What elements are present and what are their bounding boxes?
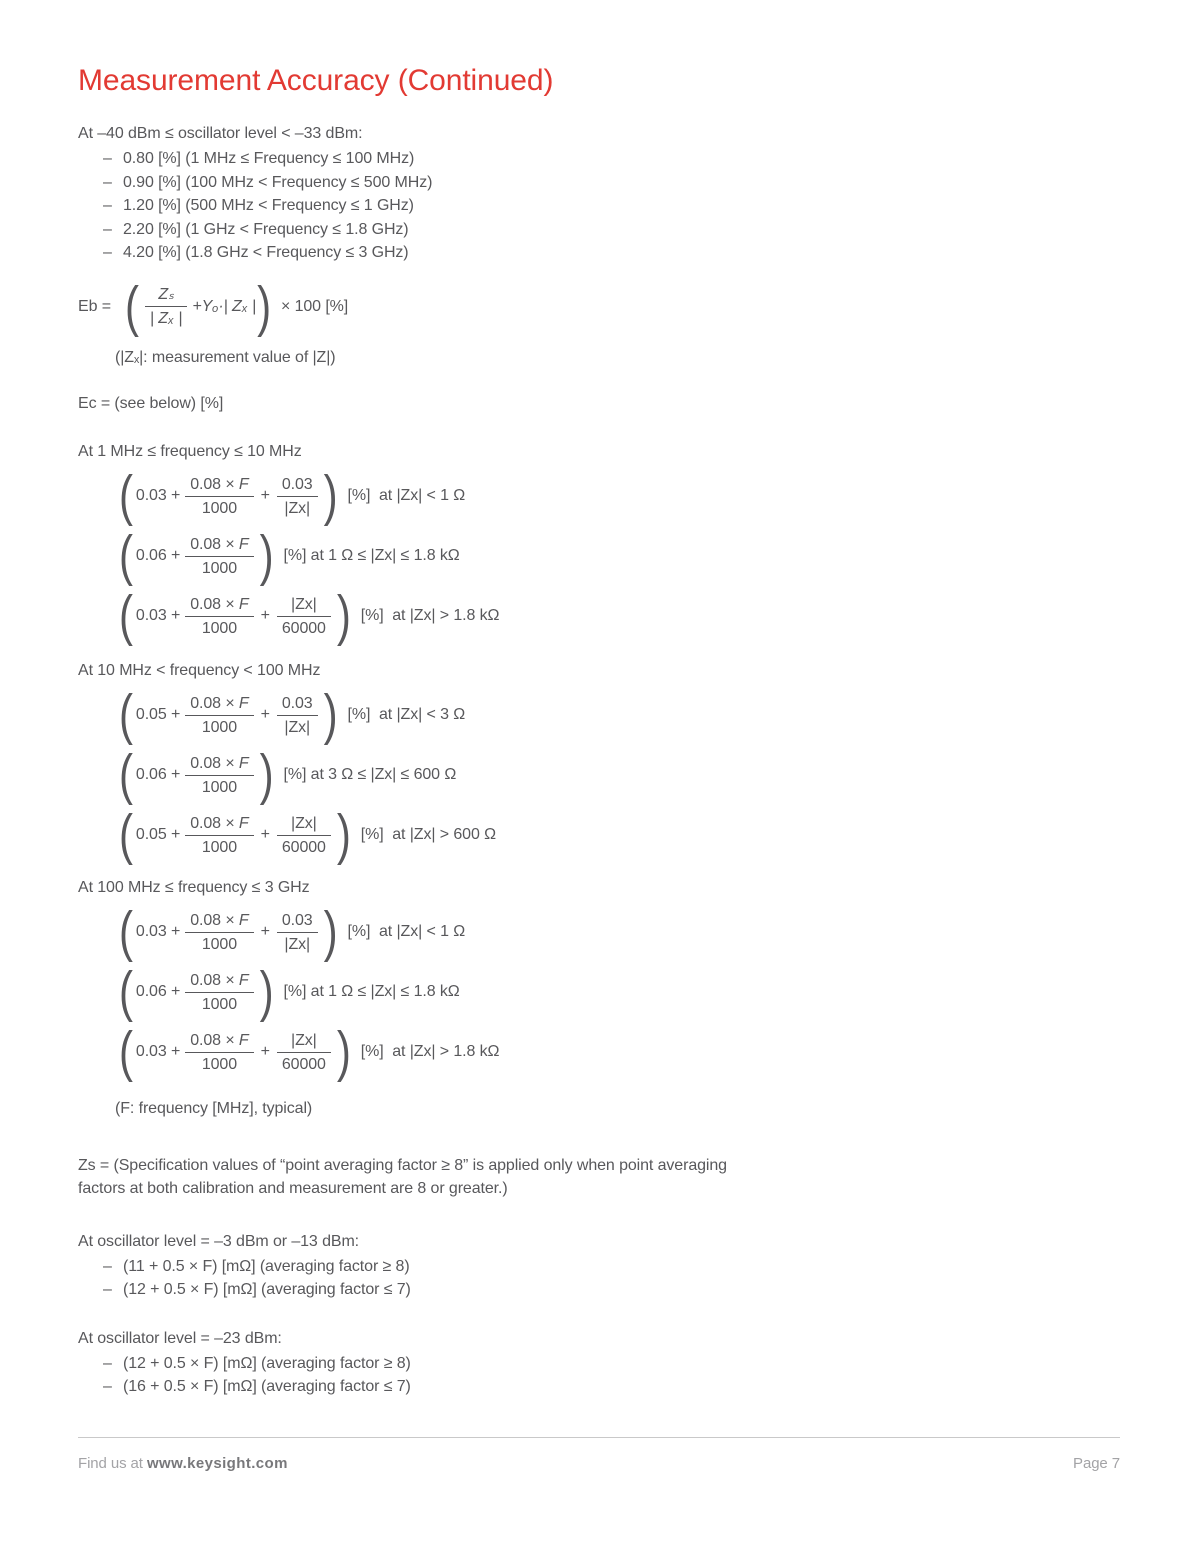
formula-label: Eb = [78,297,111,315]
page-footer [78,1437,1120,1472]
formula-row [118,900,1121,963]
fraction-denominator: 1000 [201,935,238,953]
close-paren: ) [336,803,351,866]
fraction-denominator: 1000 [201,499,238,517]
formula-condition: [%] at |Zx| > 1.8 kΩ [360,1043,500,1060]
formula-row [118,1020,1121,1083]
plus-sign: + [260,923,270,940]
list-item [103,171,1121,195]
fraction-numerator: |Zx| [277,595,331,617]
fraction-numerator: 0.08 × F [185,535,253,557]
osc1-bullet-list [103,1255,1121,1302]
list-item-text: (12 + 0.5 × F) [mΩ] (averaging factor ≥ 8) [123,1354,411,1372]
formula-row [118,464,1121,527]
fraction [277,1031,331,1074]
fraction-denominator: 60000 [281,1055,326,1073]
plus-sign: + [260,607,270,624]
oscillator-level-heading: At oscillator level = –23 dBm: [78,1329,282,1347]
formula-row [118,683,1121,746]
fraction-numerator: 0.08 × F [185,911,253,933]
open-paren: ( [119,960,133,1023]
bullet-dash: – [103,220,112,238]
fraction [185,971,253,1014]
footer-left [78,1455,288,1472]
close-paren: ) [259,960,274,1023]
oscillator-level-heading: At oscillator level = –3 dBm or –13 dBm: [78,1232,360,1250]
formula-lead: 0.03 + [135,1043,181,1060]
list-item-text: 1.20 [%] (500 MHz < Frequency ≤ 1 GHz) [123,197,414,214]
fraction-numerator: 0.08 × F [185,694,253,716]
close-paren: ) [259,743,274,806]
formula-condition: [%] at |Zx| < 1 Ω [347,923,466,940]
osc2-bullet-list [103,1352,1121,1399]
plus-sign: + [260,706,270,723]
open-paren: ( [119,803,133,866]
formula-lead: 0.06 + [135,983,181,1000]
plus-sign: + [260,1043,270,1060]
plus-sign: + [260,826,270,843]
bullet-dash: – [103,150,112,167]
list-item-text: 4.20 [%] (1.8 GHz < Frequency ≤ 3 GHz) [123,244,409,261]
open-paren: ( [119,464,133,527]
fraction [185,694,253,737]
fraction-denominator: 1000 [201,718,238,736]
formula-row [118,584,1121,647]
fraction [185,814,253,857]
bullet-dash: – [103,244,112,261]
list-item-text: (12 + 0.5 × F) [mΩ] (averaging factor ≤ 7) [123,1281,411,1298]
bullet-dash: – [103,1257,112,1275]
bullet-dash: – [103,1354,112,1372]
fraction-denominator: |Zx| [284,499,311,517]
zs-note [78,1154,1121,1201]
close-paren: ) [323,900,338,963]
list-item [103,1375,1121,1399]
list-item [103,1352,1121,1376]
formula-middle-term: +Yₒ·| Zₓ | [192,297,257,315]
formula-lead: 0.03 + [135,923,181,940]
close-paren: ) [323,464,338,527]
fraction-denominator: | Zₓ | [149,310,183,327]
close-paren: ) [336,584,351,647]
formula-row [118,803,1121,866]
fraction [185,1031,253,1074]
open-paren: ( [119,743,133,806]
formula-condition: [%] at 1 Ω ≤ |Zx| ≤ 1.8 kΩ [283,983,460,1000]
formula-lead: 0.06 + [135,766,181,783]
section-heading: At 100 MHz ≤ frequency ≤ 3 GHz [78,878,310,896]
fraction-denominator: 1000 [201,838,238,856]
list-item [103,218,1121,242]
fraction-numerator: 0.08 × F [185,475,253,497]
fraction-numerator: 0.08 × F [185,971,253,993]
list-item-text: 2.20 [%] (1 GHz < Frequency ≤ 1.8 GHz) [123,220,409,238]
formula-lead: 0.05 + [135,706,181,723]
list-item-text: 0.90 [%] (100 MHz < Frequency ≤ 500 MHz) [123,173,433,191]
eb-caption: (|Zₓ|: measurement value of |Z|) [115,348,336,366]
formula-lead: 0.03 + [135,487,181,504]
open-paren: ( [119,900,133,963]
find-us-label: Find us at [78,1455,147,1472]
fraction-numerator: Zₛ [145,285,187,307]
fraction [185,754,253,797]
list-item [103,1255,1121,1279]
formula-tail: × 100 [%] [281,297,349,315]
fraction [145,285,187,328]
formula-lead: 0.05 + [135,826,181,843]
list-item [103,194,1121,218]
fraction-numerator: 0.03 [277,475,318,497]
formula-condition: [%] at |Zx| < 3 Ω [347,706,466,723]
zs-note-line2: factors at both calibration and measurement are 8 or greater.) [78,1180,508,1197]
list-item-text: (16 + 0.5 × F) [mΩ] (averaging factor ≤ 7) [123,1378,411,1395]
fraction [277,475,318,518]
fraction-numerator: |Zx| [277,814,331,836]
bullet-dash: – [103,173,112,191]
formula-row [118,524,1121,587]
page-number: Page 7 [1073,1455,1120,1472]
keysight-url[interactable]: www.keysight.com [146,1455,288,1472]
fraction [185,911,253,954]
open-paren: ( [125,274,139,337]
fraction-denominator: 1000 [201,619,238,637]
frequency-note: (F: frequency [MHz], typical) [115,1099,313,1117]
fraction [277,814,331,857]
section-heading: At 10 MHz < frequency < 100 MHz [78,661,321,679]
fraction-numerator: 0.08 × F [185,754,253,776]
fraction [277,911,318,954]
fraction [277,694,318,737]
section-heading: At 1 MHz ≤ frequency ≤ 10 MHz [78,442,302,460]
page-title: Measurement Accuracy (Continued) [78,64,554,97]
ec-line: Ec = (see below) [%] [78,394,224,412]
fraction-denominator: |Zx| [284,935,311,953]
fraction-numerator: 0.08 × F [185,1031,253,1053]
fraction-numerator: 0.08 × F [185,814,253,836]
list-item-text: 0.80 [%] (1 MHz ≤ Frequency ≤ 100 MHz) [123,150,415,167]
fraction-numerator: 0.03 [277,911,318,933]
formula-condition: [%] at |Zx| > 1.8 kΩ [360,607,500,624]
list-item [103,1278,1121,1302]
fraction-denominator: 1000 [201,1055,238,1073]
zs-note-line1: Zs = (Specification values of “point averaging factor ≥ 8” is applied only when point averaging [78,1156,727,1174]
fraction-denominator: |Zx| [284,718,311,736]
formula-row [118,960,1121,1023]
bullet-dash: – [103,1281,112,1298]
formula-row [118,743,1121,806]
formula-condition: [%] at 3 Ω ≤ |Zx| ≤ 600 Ω [283,766,457,783]
formula-lead: 0.03 + [135,607,181,624]
bullet-dash: – [103,1378,112,1395]
formula-condition: [%] at 1 Ω ≤ |Zx| ≤ 1.8 kΩ [283,547,460,564]
close-paren: ) [259,524,274,587]
list-item [103,147,1121,171]
fraction [185,535,253,578]
open-paren: ( [119,584,133,647]
close-paren: ) [323,683,338,746]
fraction-numerator: 0.08 × F [185,595,253,617]
open-paren: ( [119,524,133,587]
fraction-denominator: 60000 [281,838,326,856]
fraction-denominator: 1000 [201,778,238,796]
fraction-denominator: 1000 [201,559,238,577]
list-item-text: (11 + 0.5 × F) [mΩ] (averaging factor ≥ 8) [123,1257,410,1275]
accuracy-bullet-list [103,147,1121,265]
fraction-numerator: |Zx| [277,1031,331,1053]
eb-formula [78,274,1121,337]
formula-lead: 0.06 + [135,547,181,564]
fraction [277,595,331,638]
bullet-dash: – [103,197,112,214]
formula-condition: [%] at |Zx| < 1 Ω [347,487,466,504]
formula-condition: [%] at |Zx| > 600 Ω [360,826,496,843]
fraction [185,595,253,638]
close-paren: ) [336,1020,351,1083]
fraction [185,475,253,518]
plus-sign: + [260,487,270,504]
open-paren: ( [119,683,133,746]
fraction-denominator: 1000 [201,995,238,1013]
list-item [103,241,1121,265]
open-paren: ( [119,1020,133,1083]
fraction-numerator: 0.03 [277,694,318,716]
oscillator-level-heading: At –40 dBm ≤ oscillator level < –33 dBm: [78,125,363,142]
fraction-denominator: 60000 [281,619,326,637]
close-paren: ) [257,274,271,337]
